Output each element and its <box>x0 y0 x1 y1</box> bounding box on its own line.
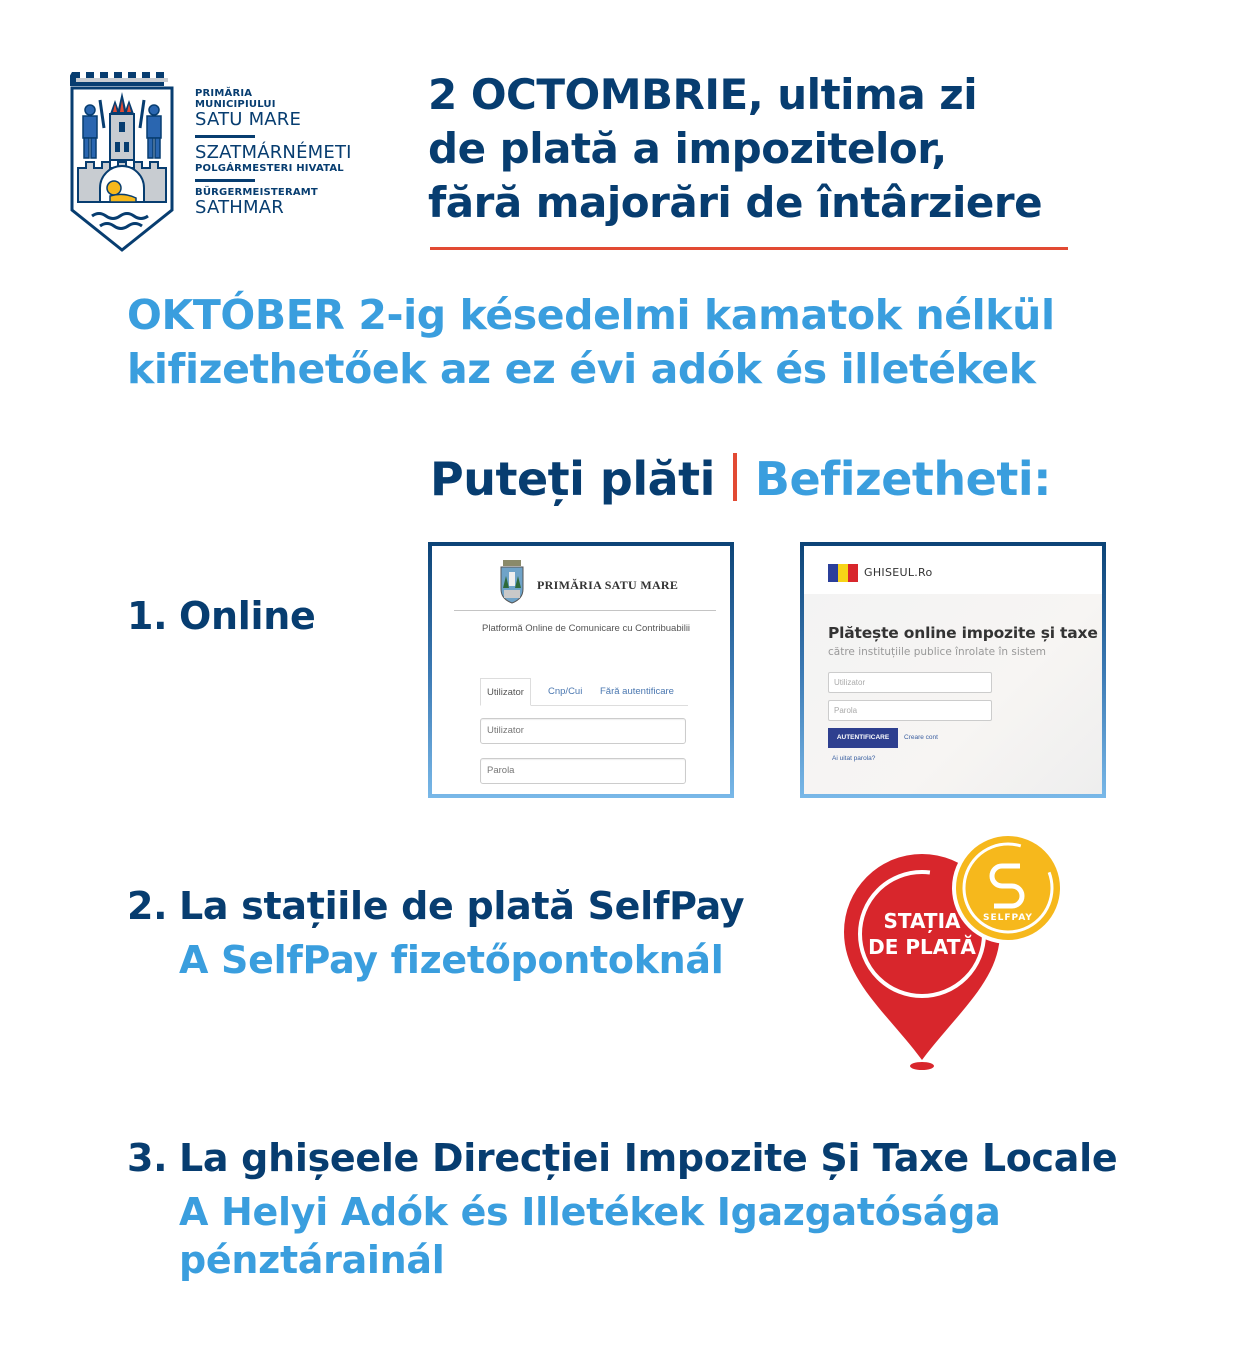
step-number: 1. <box>127 594 168 638</box>
step-selfpay <box>127 882 744 930</box>
pin-text-line1: STAȚIA <box>883 909 961 933</box>
logo-line-satu-mare: SATU MARE <box>195 109 302 130</box>
logo-line-polgarmesteri: POLGÁRMESTERI HIVATAL <box>195 163 344 174</box>
forgot-password-link[interactable]: Ai uitat parola? <box>832 755 876 762</box>
tab-cnp-cui[interactable]: Cnp/Cui <box>548 686 583 697</box>
romanian-flag-icon <box>828 564 858 582</box>
primaria-subtitle: Platformă Online de Comunicare cu Contribuabilii <box>482 623 691 634</box>
ghiseul-portal-screenshot <box>800 542 1106 798</box>
step-number: 3. <box>127 1136 168 1180</box>
step-counters-hu-line1: A Helyi Adók és Illetékek Igazgatósága <box>179 1190 1001 1234</box>
step-counters-hu-line2: pénztárainál <box>179 1238 445 1282</box>
headline-line2: de plată a impozitelor, <box>428 124 947 173</box>
pay-heading-hu: Befizetheti: <box>754 452 1052 506</box>
primaria-portal-screenshot <box>428 542 734 798</box>
hu-line2: kifizethetőek az ez évi adók és illetékek <box>127 345 1036 393</box>
hu-line1: késedelmi kamatok nélkül <box>445 291 1055 339</box>
logo-line-primaria: PRIMĂRIA <box>195 88 253 99</box>
headline-line1: ultima zi <box>763 70 978 119</box>
hu-deadline: OKTÓBER 2-ig <box>127 291 446 339</box>
create-account-link[interactable]: Creare cont <box>904 734 938 741</box>
logo-line-sathmar: SATHMAR <box>195 197 284 218</box>
divider <box>454 610 716 611</box>
coat-of-arms-icon <box>70 70 174 252</box>
headline-line3: fără majorări de întârziere <box>428 178 1043 227</box>
deadline-date: 2 OCTOMBRIE, <box>428 70 764 119</box>
city-hall-logo-text <box>195 88 385 218</box>
tab-utilizator[interactable]: Utilizator <box>480 678 531 706</box>
login-tabs <box>480 678 688 706</box>
logo-divider <box>195 135 255 138</box>
step-number: 2. <box>127 884 168 928</box>
step-label: La ghișeele Direcției Impozite Și Taxe Locale <box>179 1136 1118 1180</box>
hungarian-subtitle <box>127 288 1137 396</box>
password-field[interactable]: Parola <box>828 700 992 721</box>
login-button[interactable]: AUTENTIFICARE <box>828 728 898 748</box>
pay-heading-ro: Puteți plăti <box>430 452 715 506</box>
logo-line-burgermeisteramt: BÜRGERMEISTERAMT <box>195 187 318 198</box>
payment-methods-heading <box>430 452 1051 506</box>
logo-divider <box>195 179 255 182</box>
username-field[interactable]: Utilizator <box>480 718 686 744</box>
primaria-crest-icon <box>500 560 524 604</box>
ghiseul-brand: GHISEUL.Ro <box>864 566 933 579</box>
tab-fara-autentificare[interactable]: Fără autentificare <box>600 686 674 697</box>
selfpay-station-pin-icon <box>840 830 1070 1080</box>
page-headline <box>428 68 1088 230</box>
primaria-title: PRIMĂRIA SATU MARE <box>537 578 679 592</box>
headline-divider <box>430 247 1068 250</box>
step-selfpay-hu: A SelfPay fizetőpontoknál <box>179 938 724 982</box>
pin-text-line2: DE PLATĂ <box>868 935 976 959</box>
step-counters <box>127 1134 1117 1182</box>
logo-line-municipiului: MUNICIPIULUI <box>195 99 276 110</box>
step-label: La stațiile de plată SelfPay <box>179 884 745 928</box>
step-label: Online <box>179 594 316 638</box>
ghiseul-title: Plătește online impozite și taxe <box>828 624 1098 642</box>
password-field[interactable]: Parola <box>480 758 686 784</box>
svg-text:SELFPAY: SELFPAY <box>983 913 1033 923</box>
heading-separator <box>733 453 737 501</box>
ghiseul-subtitle: către instituțiile publice înrolate în sistem <box>828 646 1047 658</box>
step-online <box>127 592 315 640</box>
logo-line-szatmarnemeti: SZATMÁRNÉMETI <box>195 142 352 163</box>
username-field[interactable]: Utilizator <box>828 672 992 693</box>
